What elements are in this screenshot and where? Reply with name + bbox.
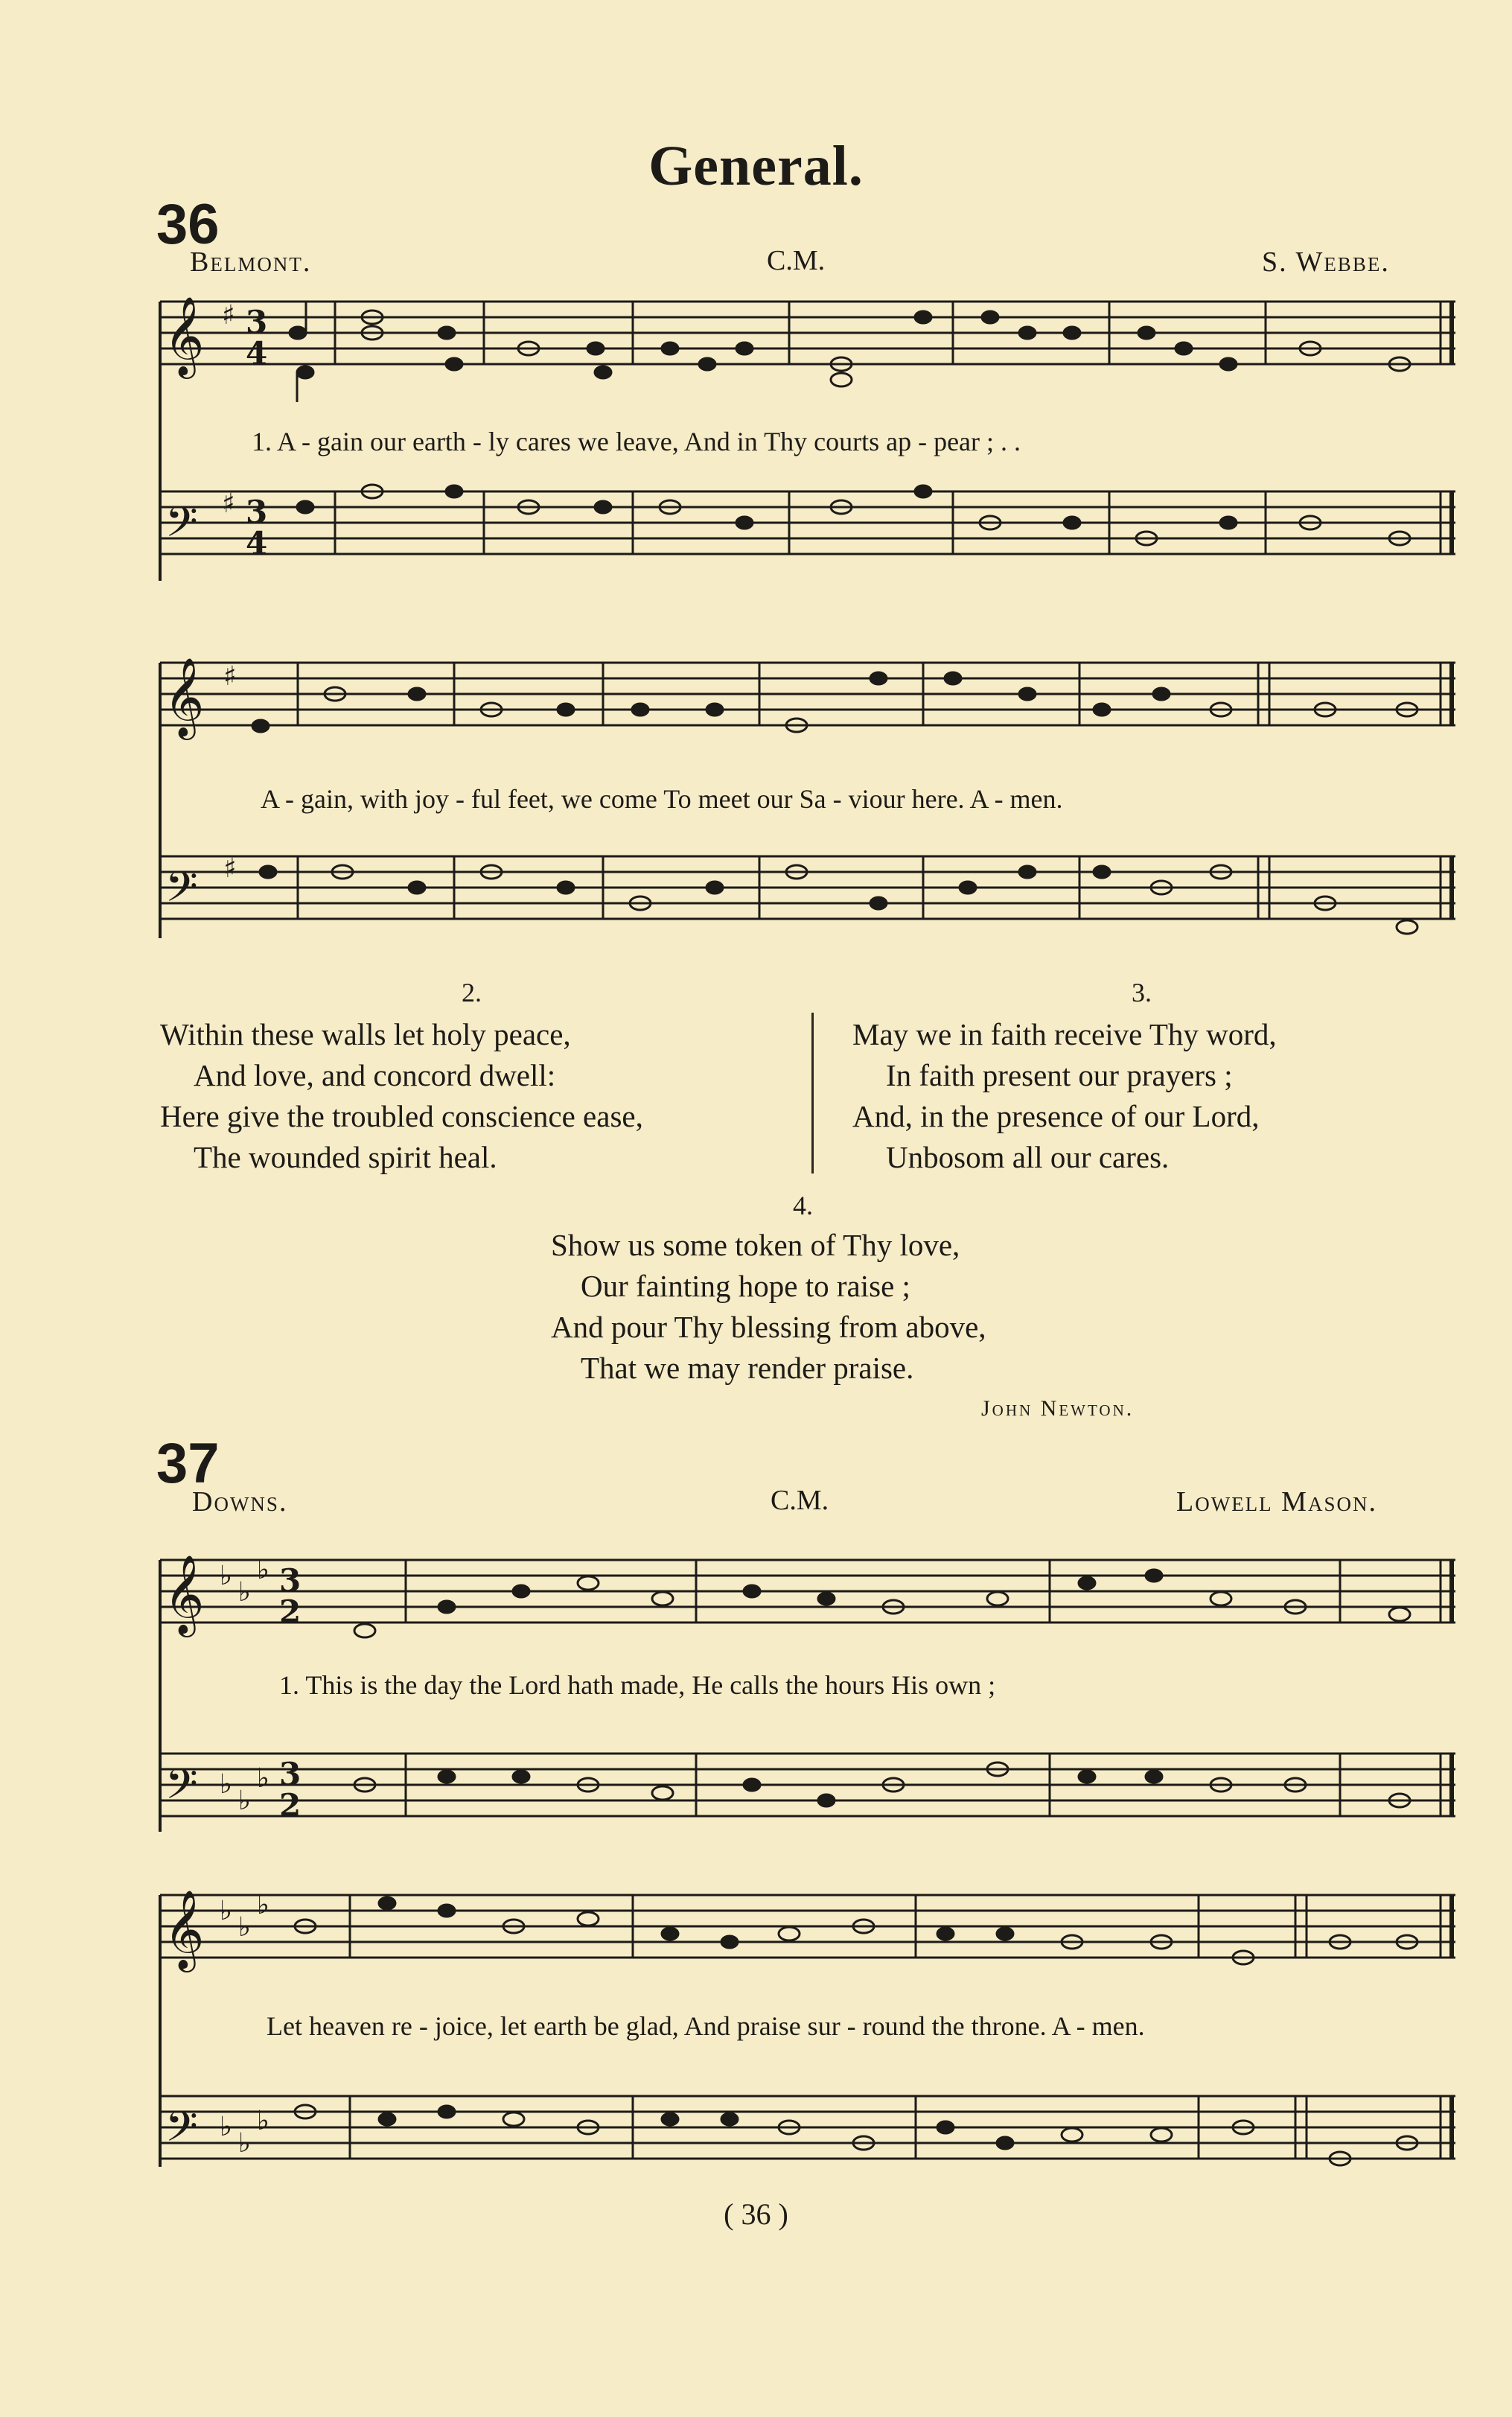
verse-4-line-3: And pour Thy blessing from above, [551,1310,986,1344]
svg-text:♭: ♭ [238,1786,251,1816]
hymn-36-author: John Newton. [981,1396,1135,1421]
verse-4-line-1: Show us some token of Thy love, [551,1228,960,1262]
hymn-36-lyrics-line1: 1. A - gain our earth - ly cares we leave, And in Thy courts ap - pear ; . . [252,427,1021,456]
svg-text:♯: ♯ [223,853,237,884]
svg-text:♯: ♯ [222,488,235,519]
hymn-37-lyrics-line1: 1. This is the day the Lord hath made, He calls the hours His own ; [279,1670,996,1700]
composer-37: Lowell Mason. [1176,1486,1377,1518]
svg-text:♭: ♭ [220,1561,232,1591]
verse-3-number: 3. [1132,978,1152,1007]
verse-2-line-3: Here give the troubled conscience ease, [160,1099,643,1133]
svg-text:𝄢: 𝄢 [165,1760,198,1819]
svg-text:𝄞: 𝄞 [164,657,205,736]
verse-2-number: 2. [462,978,482,1007]
hymn-number-37: 37 [156,1432,220,1495]
hymn-36-lyrics-line2: A - gain, with joy - ful feet, we come To meet our Sa - viour here. A - men. [261,784,1063,814]
section-title: General. [648,135,864,197]
svg-text:♭: ♭ [257,1555,269,1585]
meter-37: C.M. [771,1485,829,1516]
verse-2-line-1: Within these walls let holy peace, [160,1017,571,1051]
svg-text:𝄢: 𝄢 [165,863,198,922]
verse-3-line-1: May we in faith receive Thy word, [852,1017,1277,1051]
tune-name-36: Belmont. [190,246,312,278]
hymn-37-lyrics-line2: Let heaven re - joice, let earth be glad, And praise sur - round the throne. A - men. [267,2011,1145,2041]
svg-text:♭: ♭ [238,2128,251,2159]
verse-2-line-4: The wounded spirit heal. [194,1140,497,1174]
tune-name-37: Downs. [192,1486,288,1518]
verse-3-line-2: In faith present our prayers ; [886,1058,1233,1092]
svg-text:♭: ♭ [257,1890,269,1920]
svg-text:𝄞: 𝄞 [164,1889,205,1969]
page-number: ( 36 ) [724,2197,788,2231]
verse-3-line-3: And, in the presence of our Lord, [852,1099,1260,1133]
verse-2-line-2: And love, and concord dwell: [194,1058,556,1092]
svg-text:♯: ♯ [223,661,237,692]
verse-4-number: 4. [793,1191,813,1220]
verse-3-line-4: Unbosom all our cares. [886,1140,1170,1174]
meter-36: C.M. [767,245,826,276]
svg-text:𝄢: 𝄢 [165,498,198,557]
svg-text:2: 2 [279,1593,302,1630]
svg-text:♭: ♭ [257,2106,269,2136]
svg-text:♭: ♭ [220,1896,232,1926]
svg-text:4: 4 [246,335,268,372]
svg-text:♭: ♭ [220,2112,232,2142]
svg-text:♭: ♭ [238,1912,251,1943]
composer-36: S. Webbe. [1262,246,1390,278]
svg-text:♯: ♯ [222,300,235,331]
svg-text:2: 2 [279,1787,302,1824]
svg-text:♭: ♭ [238,1577,251,1608]
svg-text:♭: ♭ [220,1769,232,1800]
svg-text:♭: ♭ [257,1763,269,1794]
svg-text:𝄞: 𝄞 [164,296,205,375]
verse-4-line-2: Our fainting hope to raise ; [581,1269,910,1303]
svg-text:𝄢: 𝄢 [165,2103,198,2162]
hymn-number-36: 36 [156,193,220,256]
svg-text:3: 3 [279,1562,302,1599]
svg-text:3: 3 [279,1756,302,1792]
svg-text:3: 3 [246,304,268,340]
verse-4-line-4: That we may render praise. [581,1351,914,1385]
svg-text:3: 3 [246,494,268,530]
svg-text:𝄞: 𝄞 [164,1554,205,1634]
svg-text:4: 4 [246,525,268,561]
